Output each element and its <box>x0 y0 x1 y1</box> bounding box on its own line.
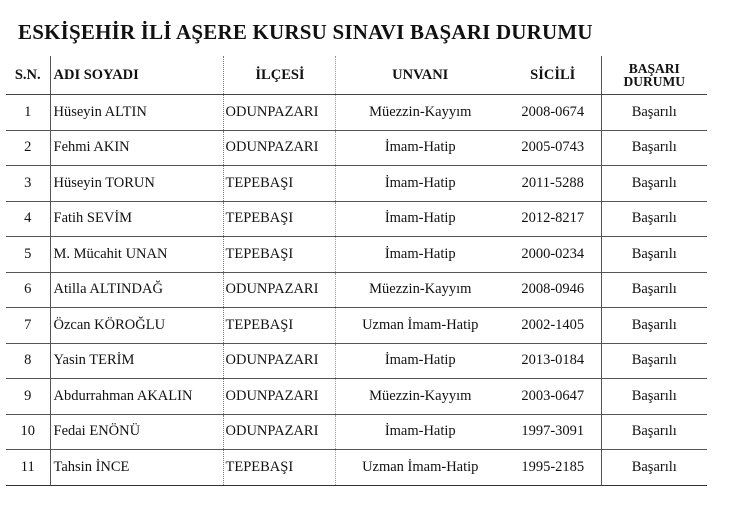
cell-durum: Başarılı <box>601 450 707 486</box>
cell-sn: 10 <box>6 414 50 450</box>
cell-ilce: TEPEBAŞI <box>223 450 335 486</box>
cell-ilce: TEPEBAŞI <box>223 237 335 273</box>
table-row <box>6 237 707 273</box>
cell-unvan: İmam-Hatip <box>335 237 505 273</box>
table-row <box>6 130 707 166</box>
table-row <box>6 450 707 486</box>
cell-unvan: İmam-Hatip <box>335 343 505 379</box>
cell-ilce: TEPEBAŞI <box>223 308 335 344</box>
cell-sn: 6 <box>6 272 50 308</box>
cell-name: Hüseyin TORUN <box>50 166 223 202</box>
cell-name: Yasin TERİM <box>50 343 223 379</box>
cell-sn: 1 <box>6 95 50 131</box>
cell-durum: Başarılı <box>601 308 707 344</box>
cell-name: Fatih SEVİM <box>50 201 223 237</box>
cell-unvan: Müezzin-Kayyım <box>335 272 505 308</box>
cell-unvan: İmam-Hatip <box>335 166 505 202</box>
table-body <box>6 95 707 486</box>
cell-sicil: 2008-0674 <box>505 95 601 131</box>
cell-sn: 8 <box>6 343 50 379</box>
cell-sn: 9 <box>6 379 50 415</box>
table-row <box>6 308 707 344</box>
cell-ilce: ODUNPAZARI <box>223 379 335 415</box>
table-row <box>6 272 707 308</box>
cell-name: Özcan KÖROĞLU <box>50 308 223 344</box>
cell-sn: 11 <box>6 450 50 486</box>
cell-sicil: 2003-0647 <box>505 379 601 415</box>
cell-name: Abdurrahman AKALIN <box>50 379 223 415</box>
cell-sn: 7 <box>6 308 50 344</box>
cell-sicil: 2005-0743 <box>505 130 601 166</box>
cell-name: Atilla ALTINDAĞ <box>50 272 223 308</box>
table-header-row <box>6 56 707 95</box>
cell-name: Hüseyin ALTIN <box>50 95 223 131</box>
table-row <box>6 166 707 202</box>
header-durum-line1: BAŞARI <box>628 61 680 76</box>
table-row <box>6 201 707 237</box>
cell-durum: Başarılı <box>601 95 707 131</box>
cell-sn: 4 <box>6 201 50 237</box>
table-row <box>6 414 707 450</box>
document-title: ESKİŞEHİR İLİ AŞERE KURSU SINAVI BAŞARI DURUMU <box>18 20 593 44</box>
cell-ilce: ODUNPAZARI <box>223 343 335 379</box>
cell-ilce: ODUNPAZARI <box>223 130 335 166</box>
cell-unvan: İmam-Hatip <box>335 414 505 450</box>
header-unvan: UNVANI <box>335 56 505 95</box>
cell-sn: 5 <box>6 237 50 273</box>
table-row <box>6 95 707 131</box>
cell-name: Fedai ENÖNÜ <box>50 414 223 450</box>
cell-sicil: 2012-8217 <box>505 201 601 237</box>
table-row <box>6 379 707 415</box>
cell-name: M. Mücahit UNAN <box>50 237 223 273</box>
cell-sn: 2 <box>6 130 50 166</box>
results-table <box>6 56 707 486</box>
cell-durum: Başarılı <box>601 201 707 237</box>
cell-sicil: 2008-0946 <box>505 272 601 308</box>
cell-sicil: 2002-1405 <box>505 308 601 344</box>
cell-unvan: İmam-Hatip <box>335 201 505 237</box>
cell-unvan: Uzman İmam-Hatip <box>335 308 505 344</box>
cell-durum: Başarılı <box>601 130 707 166</box>
cell-ilce: ODUNPAZARI <box>223 95 335 131</box>
cell-sicil: 2013-0184 <box>505 343 601 379</box>
cell-name: Fehmi AKIN <box>50 130 223 166</box>
cell-ilce: TEPEBAŞI <box>223 201 335 237</box>
table-row <box>6 343 707 379</box>
header-durum <box>601 56 707 95</box>
cell-ilce: ODUNPAZARI <box>223 272 335 308</box>
header-durum-line2: DURUMU <box>623 74 685 89</box>
cell-unvan: Uzman İmam-Hatip <box>335 450 505 486</box>
cell-sicil: 1995-2185 <box>505 450 601 486</box>
header-sn: S.N. <box>6 56 50 95</box>
cell-ilce: TEPEBAŞI <box>223 166 335 202</box>
cell-durum: Başarılı <box>601 272 707 308</box>
cell-sn: 3 <box>6 166 50 202</box>
header-ilce: İLÇESİ <box>223 56 335 95</box>
header-name: ADI SOYADI <box>50 56 223 95</box>
cell-durum: Başarılı <box>601 379 707 415</box>
cell-sicil: 2011-5288 <box>505 166 601 202</box>
cell-ilce: ODUNPAZARI <box>223 414 335 450</box>
cell-sicil: 2000-0234 <box>505 237 601 273</box>
cell-name: Tahsin İNCE <box>50 450 223 486</box>
cell-sicil: 1997-3091 <box>505 414 601 450</box>
cell-durum: Başarılı <box>601 414 707 450</box>
cell-unvan: Müezzin-Kayyım <box>335 379 505 415</box>
cell-unvan: İmam-Hatip <box>335 130 505 166</box>
cell-durum: Başarılı <box>601 343 707 379</box>
header-sicil: SİCİLİ <box>505 56 601 95</box>
cell-durum: Başarılı <box>601 166 707 202</box>
cell-unvan: Müezzin-Kayyım <box>335 95 505 131</box>
cell-durum: Başarılı <box>601 237 707 273</box>
